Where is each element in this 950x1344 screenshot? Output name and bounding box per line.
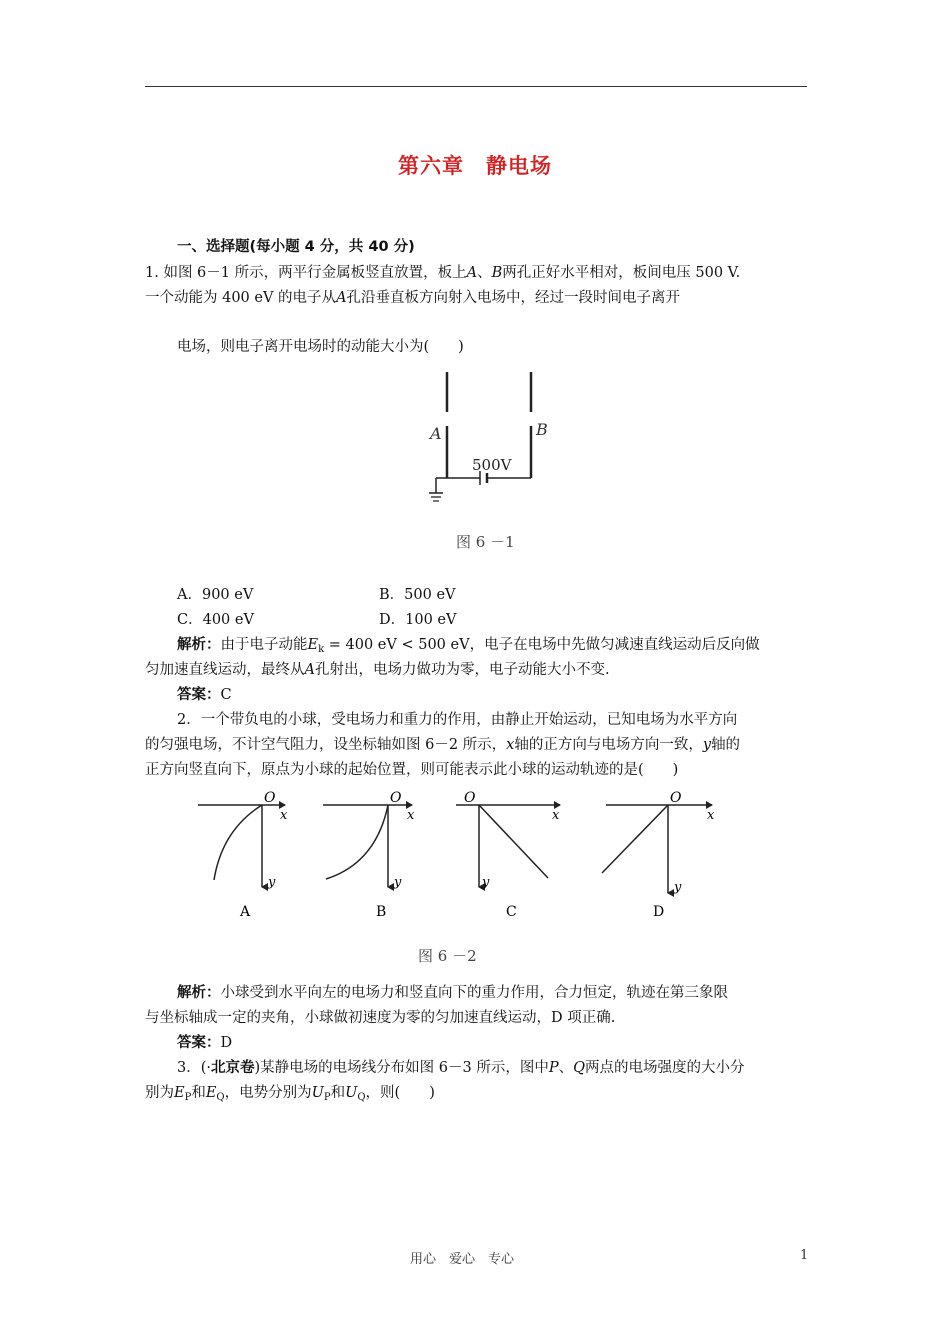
q2-line-2: 的匀强电场，不计空气阻力，设坐标轴如图 6－2 所示，x轴的正方向与电场方向一致，y轴的 [145, 737, 741, 753]
option-b-label: B [376, 904, 387, 920]
axis-y-label: y [674, 880, 682, 895]
trajectory-option-c [456, 790, 560, 920]
q1-line-1: 1. 如图 6－1 所示，两平行金属板竖直放置，板上A、B两孔正好水平相对，板间电压 500 V. [145, 265, 741, 281]
q3-line-2: 别为$E_P$和$E_Q$，电势分别为$U_P$和$U_Q$，则( ) [145, 1085, 435, 1103]
option-d-label: D [653, 904, 665, 920]
q2-line-3: 正方向竖直向下，原点为小球的起始位置，则可能表示此小球的运动轨迹的是( ) [145, 762, 679, 778]
header-rule [145, 86, 807, 87]
q1-option-c: C．400 eV [177, 612, 254, 628]
axis-origin-label: O [670, 790, 682, 806]
q2-solution-line-1: 解析：小球受到水平向左的电场力和竖直向下的重力作用，合力恒定，轨迹在第三象限 [177, 985, 728, 1001]
q1-option-a: A．900 eV [177, 587, 254, 603]
q1-solution-line-2: 匀加速直线运动，最终从A孔射出，电场力做功为零，电子动能大小不变. [145, 662, 610, 678]
q2-line-1: 2．一个带负电的小球，受电场力和重力的作用，由静止开始运动，已知电场为水平方向 [177, 712, 738, 728]
q1-option-b: B．500 eV [379, 587, 456, 603]
trajectory-option-b [323, 790, 415, 920]
fig2-caption: 图 6 －2 [418, 947, 477, 965]
axis-x-label: x [407, 808, 415, 823]
option-c-label: C [506, 904, 517, 920]
axis-origin-label: O [464, 790, 476, 806]
q1-solution-line-1: 解析：由于电子动能$E_k = 400$ eV < 500 eV，电子在电场中先做匀减速直线运动后反向做 [177, 637, 760, 655]
axis-origin-label: O [390, 790, 402, 806]
q2-answer: 答案：D [177, 1035, 233, 1051]
q2-solution-line-2: 与坐标轴成一定的夹角，小球做初速度为零的匀加速直线运动，D 项正确. [145, 1010, 616, 1026]
fig1-voltage-label: 500V [472, 456, 512, 474]
fig1-label-a: A [430, 424, 442, 443]
axis-x-label: x [707, 808, 715, 823]
trajectory-option-a [198, 790, 288, 920]
footer-motto: 用心 爱心 专心 [410, 1252, 515, 1267]
chapter-title: 第六章 静电场 [398, 154, 552, 178]
axis-y-label: y [394, 875, 402, 890]
q1-line-2: 一个动能为 400 eV 的电子从A孔沿垂直板方向射入电场中，经过一段时间电子离开 [145, 290, 681, 306]
page-number: 1 [800, 1248, 809, 1263]
trajectory-option-d [602, 790, 715, 920]
axis-origin-label: O [264, 790, 276, 806]
section-heading: 一、选择题(每小题 4 分，共 40 分) [177, 239, 415, 255]
fig1-label-b: B [536, 420, 548, 439]
option-a-label: A [240, 904, 251, 920]
q1-line-3: 电场，则电子离开电场时的动能大小为( ) [177, 339, 464, 355]
axis-y-label: y [482, 875, 490, 890]
axis-y-label: y [268, 875, 276, 890]
axis-x-label: x [552, 808, 560, 823]
figure-6-1 [420, 370, 570, 515]
axis-x-label: x [280, 808, 288, 823]
q1-answer: 答案：C [177, 687, 232, 703]
q1-option-d: D．100 eV [379, 612, 457, 628]
figure-6-2 [190, 785, 720, 925]
q3-line-1: 3．(·北京卷)某静电场的电场线分布如图 6－3 所示，图中P、Q两点的电场强度的大小分 [177, 1060, 745, 1076]
fig1-caption: 图 6 －1 [456, 533, 515, 551]
